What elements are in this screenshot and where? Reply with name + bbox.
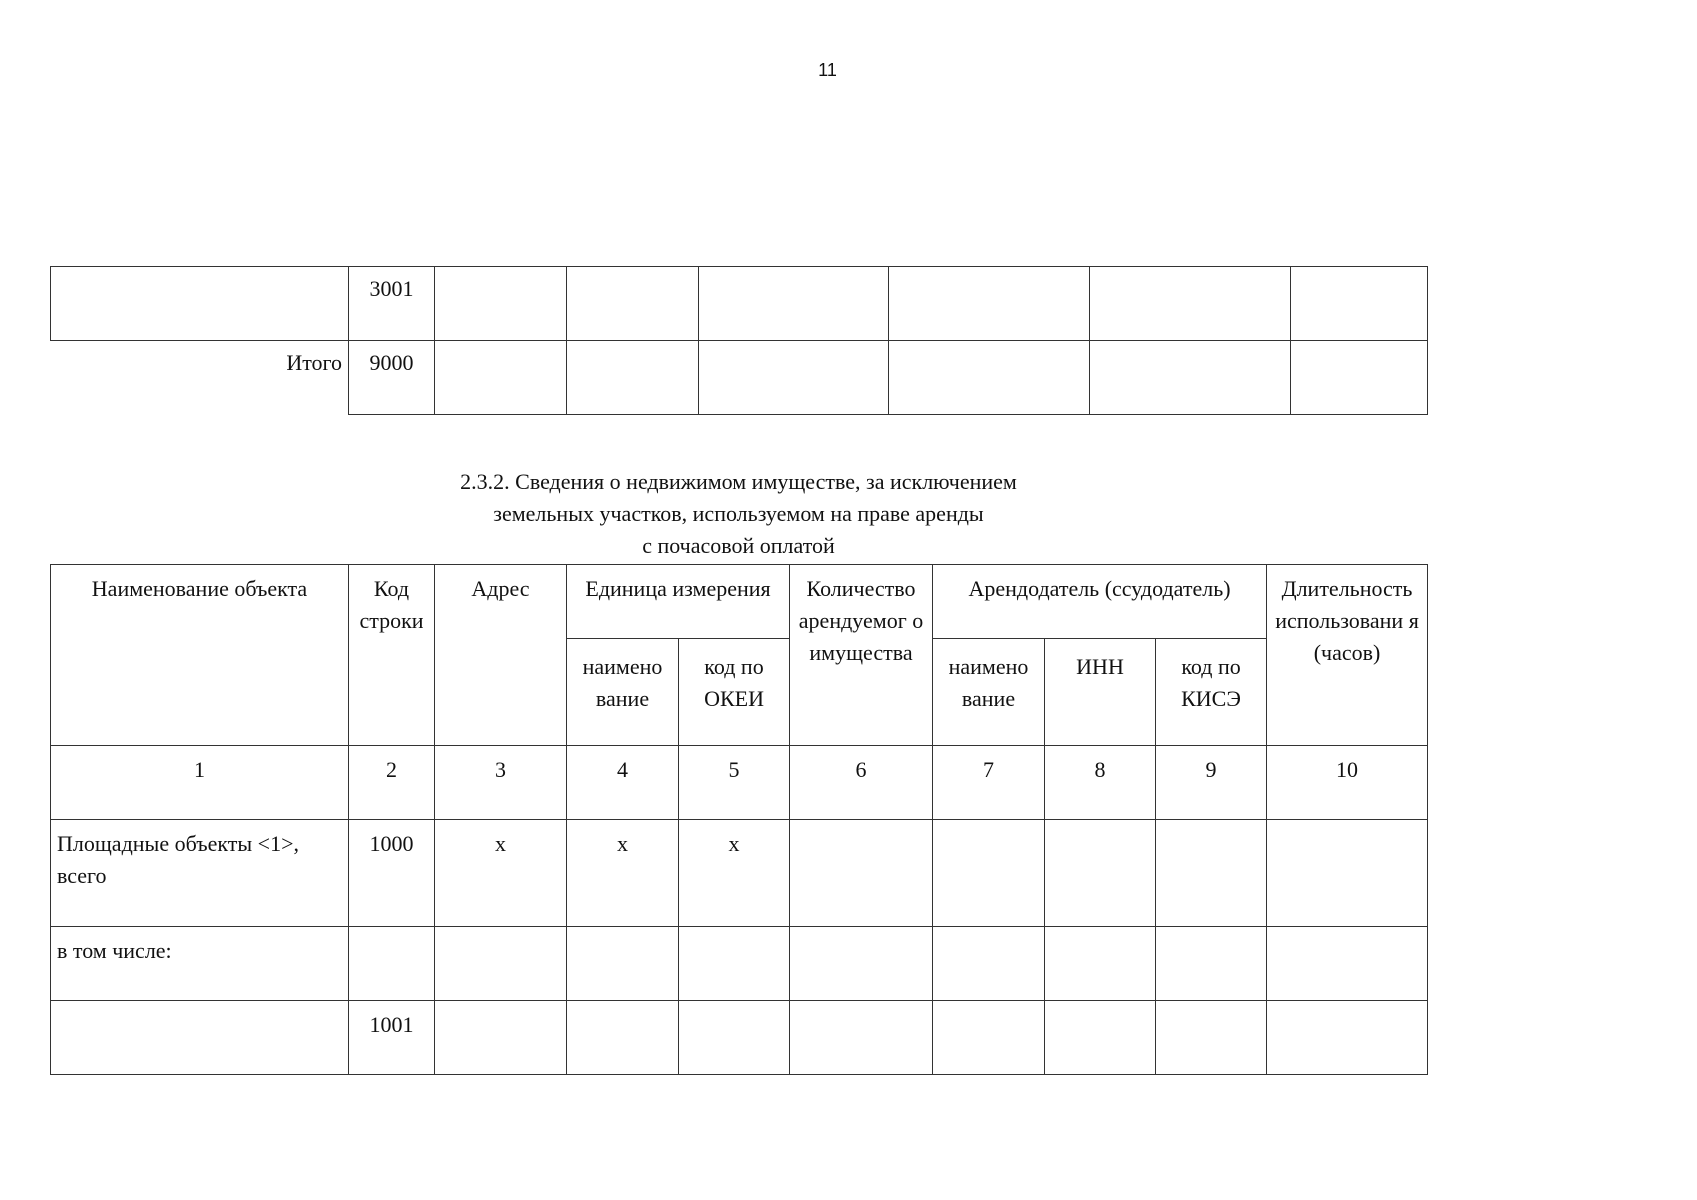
header-lessor: Арендодатель (ссудодатель) bbox=[933, 565, 1267, 639]
header-unit: Единица измерения bbox=[567, 565, 790, 639]
empty-cell bbox=[567, 927, 679, 1001]
empty-cell bbox=[1291, 341, 1428, 415]
table-row bbox=[51, 267, 1428, 341]
empty-cell bbox=[679, 1001, 790, 1075]
header-duration: Длительность использовани я (часов) bbox=[1267, 565, 1428, 746]
header-unit-okei: код по ОКЕИ bbox=[679, 639, 790, 746]
empty-cell bbox=[1090, 267, 1291, 341]
empty-cell bbox=[1156, 927, 1267, 1001]
empty-cell bbox=[1045, 820, 1156, 927]
header-address: Адрес bbox=[435, 565, 567, 746]
page-number: 11 bbox=[818, 60, 837, 80]
unit-okei-cell: х bbox=[679, 820, 790, 927]
empty-cell bbox=[567, 1001, 679, 1075]
empty-cell bbox=[790, 1001, 933, 1075]
header-lessor-inn: ИНН bbox=[1045, 639, 1156, 746]
header-object-name: Наименование объекта bbox=[51, 565, 349, 746]
row-code-cell bbox=[349, 927, 435, 1001]
empty-cell bbox=[933, 820, 1045, 927]
empty-cell bbox=[435, 1001, 567, 1075]
column-number: 5 bbox=[679, 746, 790, 820]
empty-cell bbox=[435, 267, 567, 341]
empty-cell bbox=[1291, 267, 1428, 341]
empty-cell bbox=[1045, 1001, 1156, 1075]
section-title-line: земельных участков, используемом на праве аренды bbox=[493, 501, 984, 526]
column-number: 4 bbox=[567, 746, 679, 820]
table-row bbox=[51, 820, 1428, 927]
column-number: 1 bbox=[51, 746, 349, 820]
table-row bbox=[51, 927, 1428, 1001]
empty-cell bbox=[567, 267, 699, 341]
row-code-cell: 9000 bbox=[349, 341, 435, 415]
empty-cell bbox=[889, 341, 1090, 415]
total-row bbox=[51, 341, 1428, 415]
empty-cell bbox=[1156, 820, 1267, 927]
empty-cell bbox=[889, 267, 1090, 341]
empty-cell bbox=[1090, 341, 1291, 415]
row-code-cell: 1000 bbox=[349, 820, 435, 927]
column-number: 6 bbox=[790, 746, 933, 820]
empty-cell bbox=[790, 820, 933, 927]
empty-cell bbox=[567, 341, 699, 415]
column-number: 2 bbox=[349, 746, 435, 820]
section-title bbox=[50, 466, 1427, 562]
row-code-cell: 3001 bbox=[349, 267, 435, 341]
empty-cell bbox=[933, 927, 1045, 1001]
empty-cell bbox=[435, 927, 567, 1001]
object-name-cell: Площадные объекты <1>, всего bbox=[51, 820, 349, 927]
empty-cell bbox=[699, 267, 889, 341]
unit-name-cell: х bbox=[567, 820, 679, 927]
column-number-row bbox=[51, 746, 1428, 820]
rental-property-table bbox=[50, 564, 1428, 1075]
section-title-line: с почасовой оплатой bbox=[642, 533, 835, 558]
empty-cell bbox=[435, 341, 567, 415]
continuation-table bbox=[50, 266, 1428, 415]
object-name-cell: в том числе: bbox=[51, 927, 349, 1001]
empty-cell bbox=[790, 927, 933, 1001]
object-name-cell bbox=[51, 1001, 349, 1075]
empty-cell bbox=[933, 1001, 1045, 1075]
header-row bbox=[51, 565, 1428, 639]
column-number: 8 bbox=[1045, 746, 1156, 820]
column-number: 10 bbox=[1267, 746, 1428, 820]
empty-cell bbox=[699, 341, 889, 415]
table-row bbox=[51, 1001, 1428, 1075]
header-unit-name: наимено вание bbox=[567, 639, 679, 746]
total-label: Итого bbox=[51, 341, 349, 415]
header-row-code: Код строки bbox=[349, 565, 435, 746]
row-code-cell: 1001 bbox=[349, 1001, 435, 1075]
address-cell: х bbox=[435, 820, 567, 927]
empty-cell bbox=[1267, 820, 1428, 927]
empty-cell bbox=[1267, 1001, 1428, 1075]
object-name-cell bbox=[51, 267, 349, 341]
column-number: 3 bbox=[435, 746, 567, 820]
header-lessor-kise: код по КИСЭ bbox=[1156, 639, 1267, 746]
header-quantity: Количество арендуемог о имущества bbox=[790, 565, 933, 746]
empty-cell bbox=[1156, 1001, 1267, 1075]
empty-cell bbox=[1267, 927, 1428, 1001]
header-lessor-name: наимено вание bbox=[933, 639, 1045, 746]
column-number: 9 bbox=[1156, 746, 1267, 820]
column-number: 7 bbox=[933, 746, 1045, 820]
section-title-line: 2.3.2. Сведения о недвижимом имуществе, за исключением bbox=[460, 469, 1017, 494]
empty-cell bbox=[679, 927, 790, 1001]
empty-cell bbox=[1045, 927, 1156, 1001]
